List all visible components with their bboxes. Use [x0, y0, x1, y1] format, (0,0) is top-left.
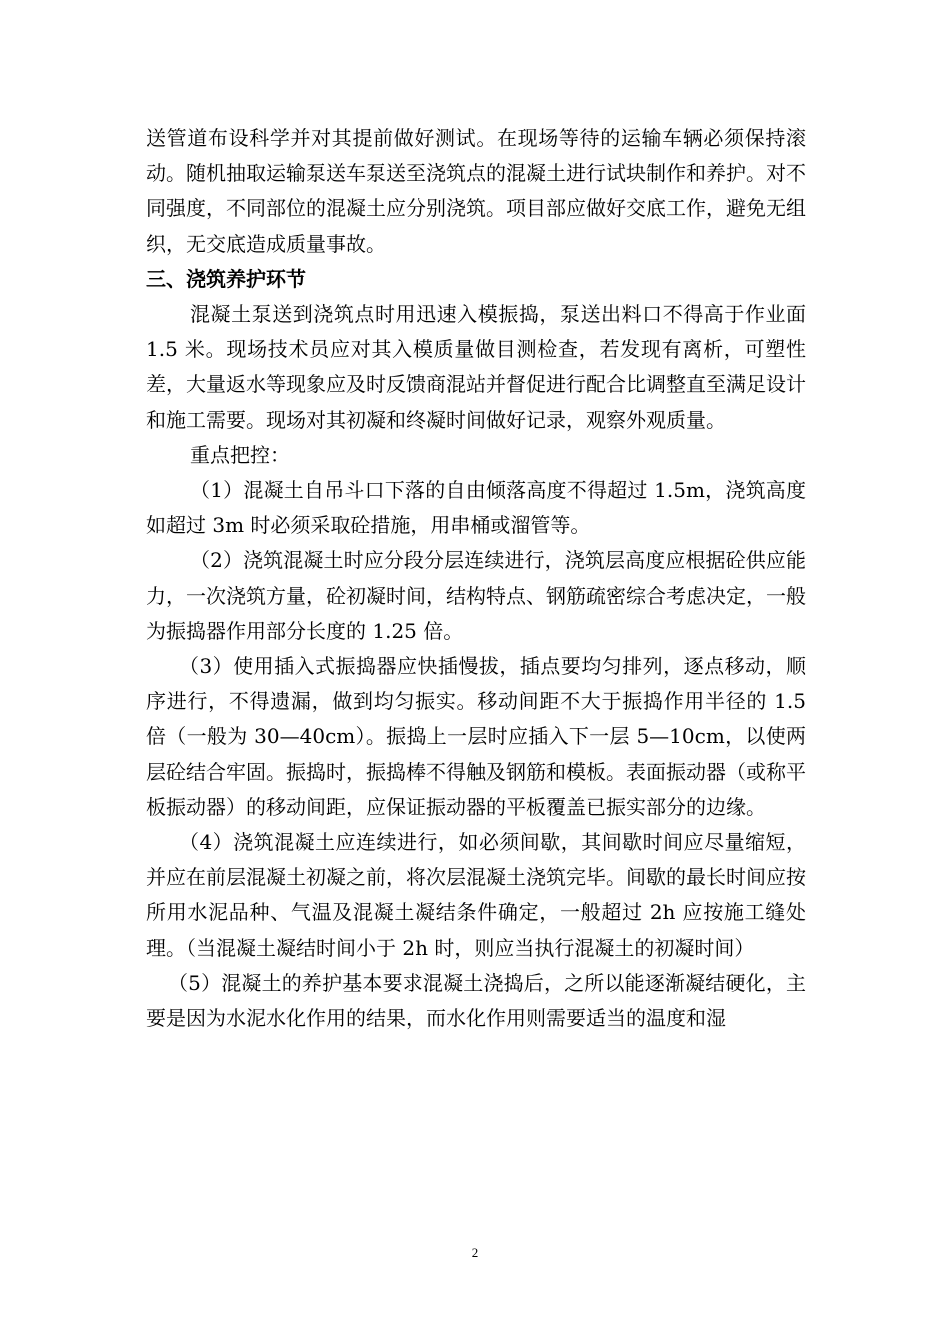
- page-number: 2: [471, 1245, 479, 1260]
- paragraph-item-5: （5）混凝土的养护基本要求混凝土浇捣后，之所以能逐渐凝结硬化，主要是因为水泥水化作用的结果，而水化作用则需要适当的温度和湿: [146, 970, 806, 1031]
- section-heading: 三、浇筑养护环节: [146, 266, 306, 291]
- paragraph-pouring-intro: 混凝土泵送到浇筑点时用迅速入模振捣，泵送出料口不得高于作业面 1.5 米。现场技术员应对其入模质量做目测检查，若发现有离析，可塑性差，大量返水等现象应及时反馈商混站并督促进行配合比调整直至满足设计和施工需要。现场对其初凝和终凝时间做好记录，观察外观质量。: [146, 302, 806, 432]
- paragraph-item-1: （1）混凝土自吊斗口下落的自由倾落高度不得超过 1.5m，浇筑高度如超过 3m 时必须采取砼措施，用串桶或溜管等。: [146, 478, 806, 538]
- document-body: [146, 121, 806, 1036]
- paragraph-item-3: （3）使用插入式振捣器应快插慢拔，插点要均匀排列，逐点移动，顺序进行，不得遗漏，做到均匀振实。移动间距不大于振捣作用半径的 1.5 倍（一般为 30—40cm）。振捣上一层时应插入下一层 5—10cm，以使两层砼结合牢固。振捣时，振捣棒不得触及钢筋和模板。表面振动器（或称平板振动器）的移动间距，应保证振动器的平板覆盖已振实部分的边缘。: [146, 654, 806, 819]
- paragraph-item-2: （2）浇筑混凝土时应分段分层连续进行，浇筑层高度应根据砼供应能力，一次浇筑方量，砼初凝时间，结构特点、钢筋疏密综合考虑决定，一般为振捣器作用部分长度的 1.25 倍。: [146, 548, 806, 643]
- paragraph-key-points-label: 重点把控：: [190, 442, 290, 467]
- paragraph-continuation: 送管道布设科学并对其提前做好测试。在现场等待的运输车辆必须保持滚动。随机抽取运输泵送车泵送至浇筑点的混凝土进行试块制作和养护。对不同强度，不同部位的混凝土应分别浇筑。项目部应做好交底工作，避免无组织，无交底造成质量事故。: [146, 126, 806, 256]
- paragraph-item-4: （4）浇筑混凝土应连续进行，如必须间歇，其间歇时间应尽量缩短，并应在前层混凝土初凝之前，将次层混凝土浇筑完毕。间歇的最长时间应按所用水泥品种、气温及混凝土凝结条件确定，一般超过 2h 应按施工缝处理。（当混凝土凝结时间小于 2h 时，则应当执行混凝土的初凝时间）: [146, 830, 806, 960]
